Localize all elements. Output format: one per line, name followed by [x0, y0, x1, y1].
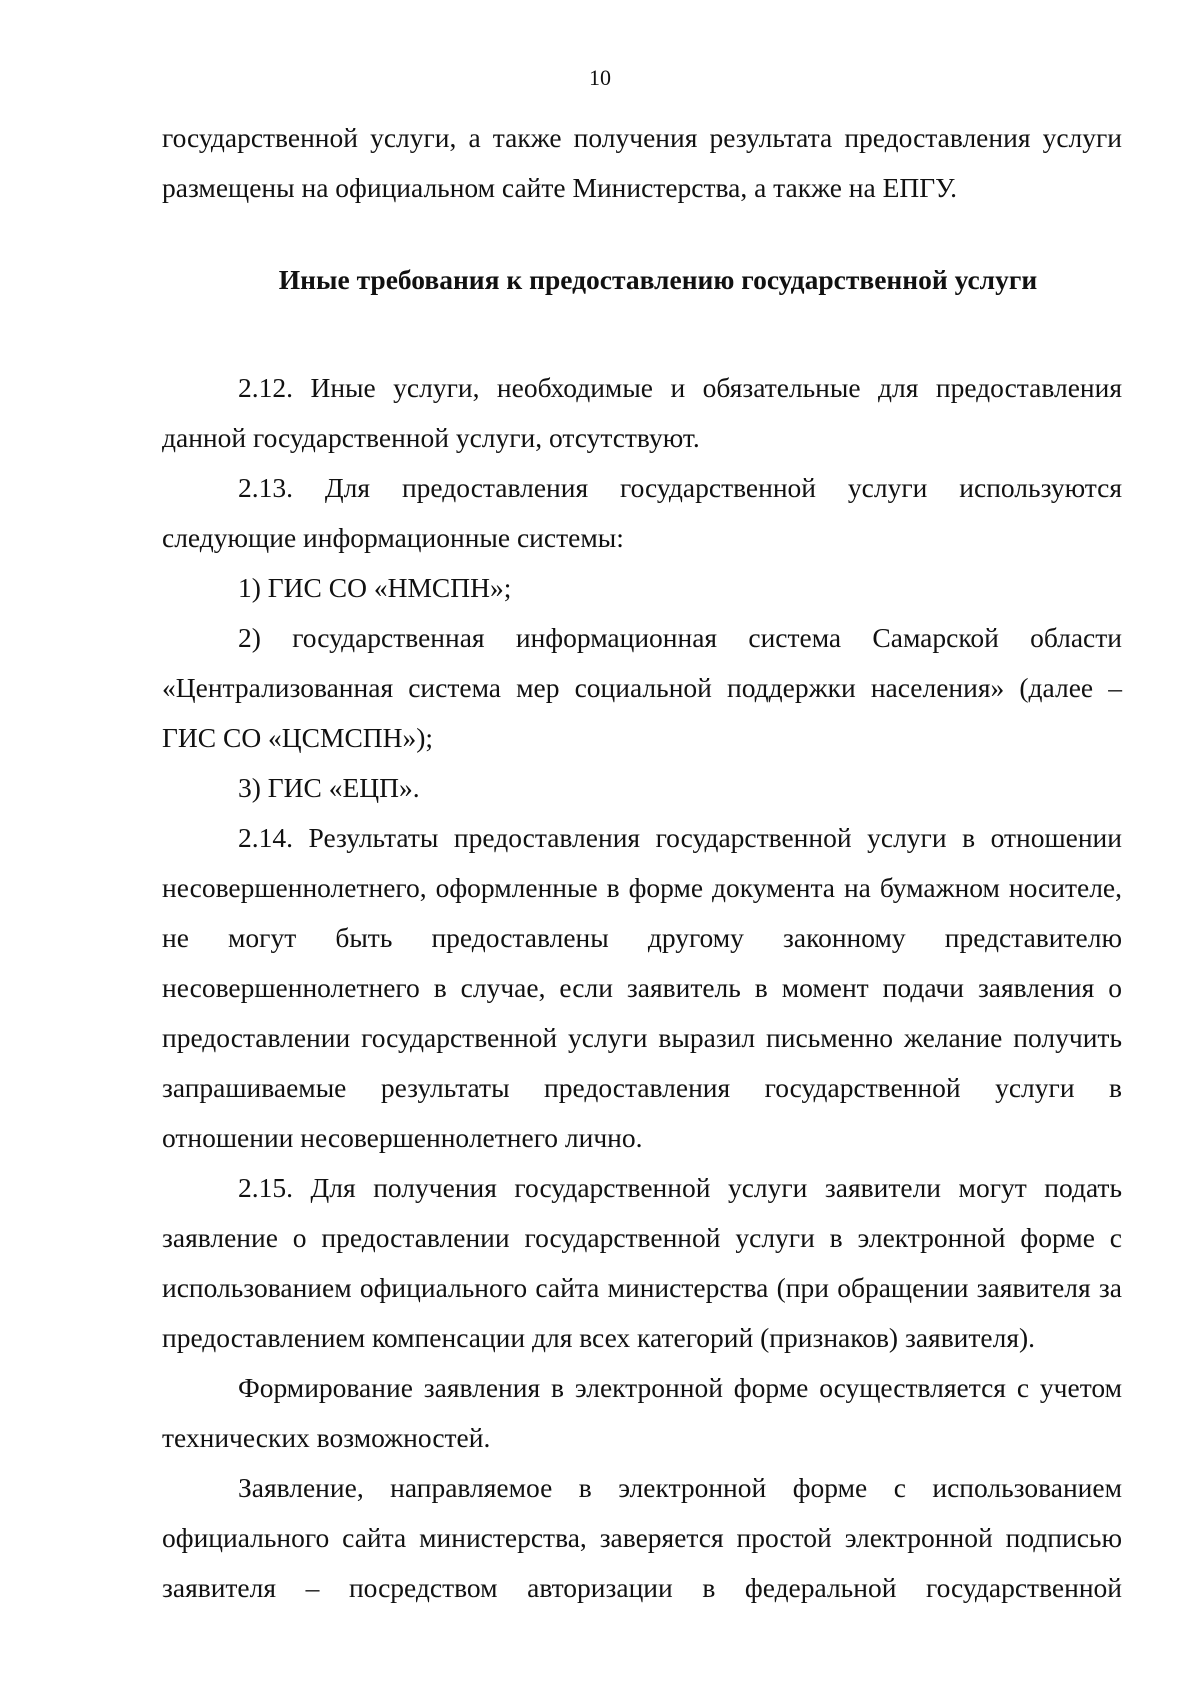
paragraph-formation: Формирование заявления в электронной форме осуществляется с учетом технических возможностей.	[162, 1372, 1122, 1453]
document-body	[162, 113, 1122, 1613]
list-item-2: 2) государственная информационная система Самарской области «Централизованная система мер социальной поддержки населения» (далее – ГИС СО «ЦСМСПН»);	[162, 622, 1122, 753]
paragraph-2-14: 2.14. Результаты предоставления государственной услуги в отношении несовершеннолетнего, оформленные в форме документа на бумажном носителе, не могут быть предоставлены другому законному представителю несовершеннолетнего в случае, если заявитель в момент подачи заявления о предоставлении государственной услуги выразил письменно желание получить запрашиваемые результаты предоставления государственной услуги в отношении несовершеннолетнего лично.	[162, 822, 1122, 1153]
page-number: 10	[589, 65, 611, 90]
paragraph-signature: Заявление, направляемое в электронной форме с использованием официального сайта министерства, заверяется простой электронной подписью заявителя – посредством авторизации в федеральной государственной	[162, 1472, 1122, 1603]
list-item-3: 3) ГИС «ЕЦП».	[238, 772, 420, 803]
section-heading: Иные требования к предоставлению государственной услуги	[278, 264, 1038, 295]
paragraph-2-15: 2.15. Для получения государственной услуги заявители могут подать заявление о предоставлении государственной услуги в электронной форме с использованием официального сайта министерства (при обращении заявителя за предоставлением компенсации для всех категорий (признаков) заявителя).	[162, 1172, 1122, 1353]
paragraph-2-13: 2.13. Для предоставления государственной услуги используются следующие информационные системы:	[162, 472, 1122, 553]
paragraph-2-12: 2.12. Иные услуги, необходимые и обязательные для предоставления данной государственной услуги, отсутствуют.	[162, 372, 1122, 453]
list-item-1: 1) ГИС СО «НМСПН»;	[238, 572, 512, 603]
paragraph-continuation: государственной услуги, а также получения результата предоставления услуги размещены на официальном сайте Министерства, а также на ЕПГУ.	[162, 122, 1122, 203]
